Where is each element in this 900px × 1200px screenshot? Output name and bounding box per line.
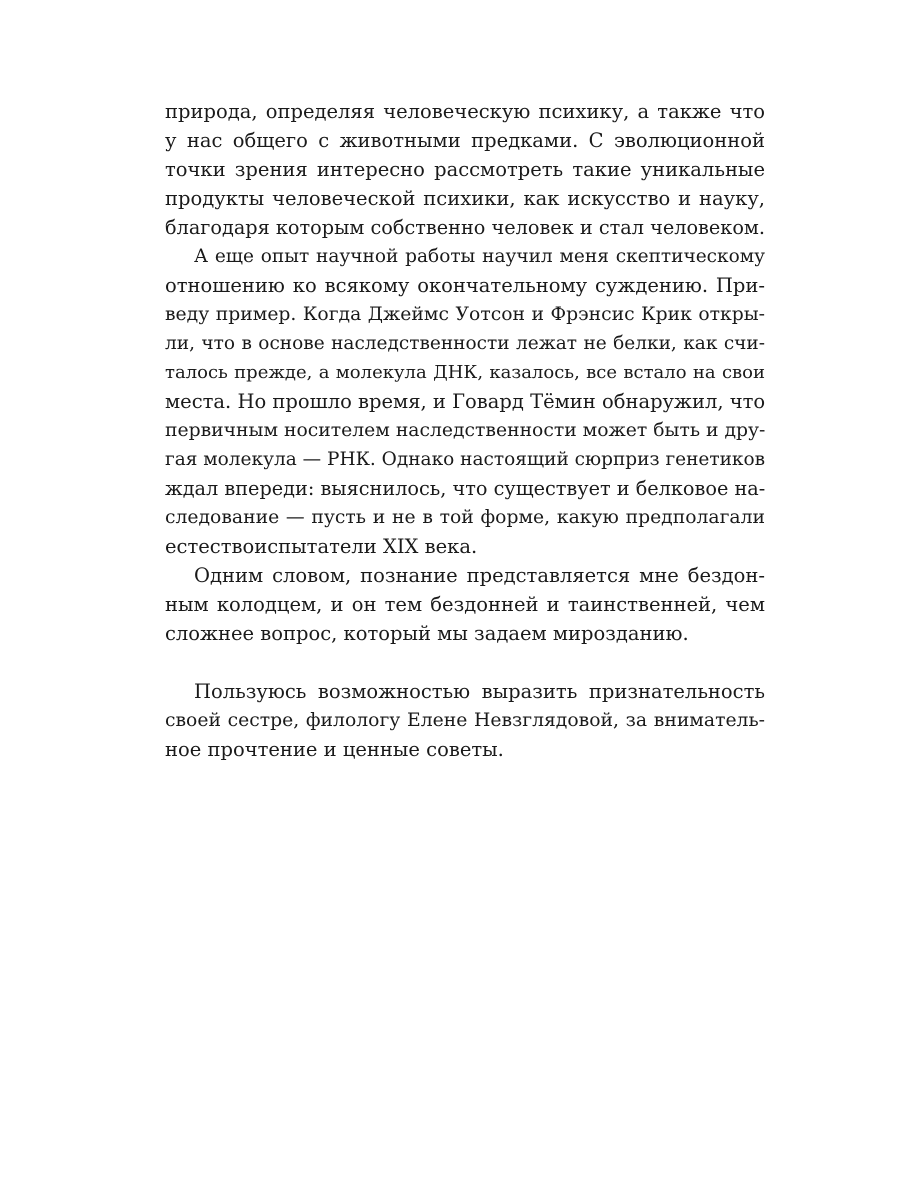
text-line: ное прочтение и ценные советы. [165,738,504,761]
text-line: веду пример. Когда Джеймс Уотсон и Фрэнсис Крик откры- [165,304,765,325]
text-line: первичным носителем наследственности может быть и дру- [165,420,766,441]
text-line: природа, определяя человеческую психику, а также что [165,100,765,123]
text-line: у нас общего с животными предками. С эволюционной [165,129,765,152]
paragraph-gap [165,648,765,677]
text-line: продукты человеческой психики, как искусство и науку, [165,187,765,210]
text-line: гая молекула — РНК. Однако настоящий сюрприз генетиков [165,449,766,470]
text-line: следование — пусть и не в той форме, какую предполагали [165,507,765,528]
text-line: Одним словом, познание представляется мне бездон- [194,564,765,587]
paragraph [165,561,765,648]
paragraph [165,97,765,242]
text-line: ждал впереди: выяснилось, что существует и белковое на- [165,477,766,500]
text-line: отношению ко всякому окончательному суждению. При- [165,274,765,297]
text-line: места. Но прошло время, и Говард Тёмин обнаружил, что [165,390,766,413]
text-line: сложнее вопрос, который мы задаем мирозданию. [165,622,689,645]
text-line: благодаря которым собственно человек и стал человеком. [165,216,765,239]
text-line: ным колодцем, и он тем бездонней и таинственней, чем [165,593,765,616]
text-line: Пользуюсь возможностью выразить признательность [194,680,765,703]
paragraph [165,242,765,561]
text-line: точки зрения интересно рассмотреть такие уникальные [165,158,765,181]
text-line: ли, что в основе наследственности лежат не белки, как счи- [165,333,765,354]
text-line: естествоиспытатели XIX века. [165,535,478,558]
paragraph-acknowledgement [165,677,765,764]
text-line: А еще опыт научной работы научил меня скептическому [194,246,765,267]
body-text [165,97,765,764]
text-line: своей сестре, филологу Елене Невзглядовой, за вниматель- [165,710,765,731]
text-line: талось прежде, а молекула ДНК, казалось, все встало на свои [165,362,765,383]
